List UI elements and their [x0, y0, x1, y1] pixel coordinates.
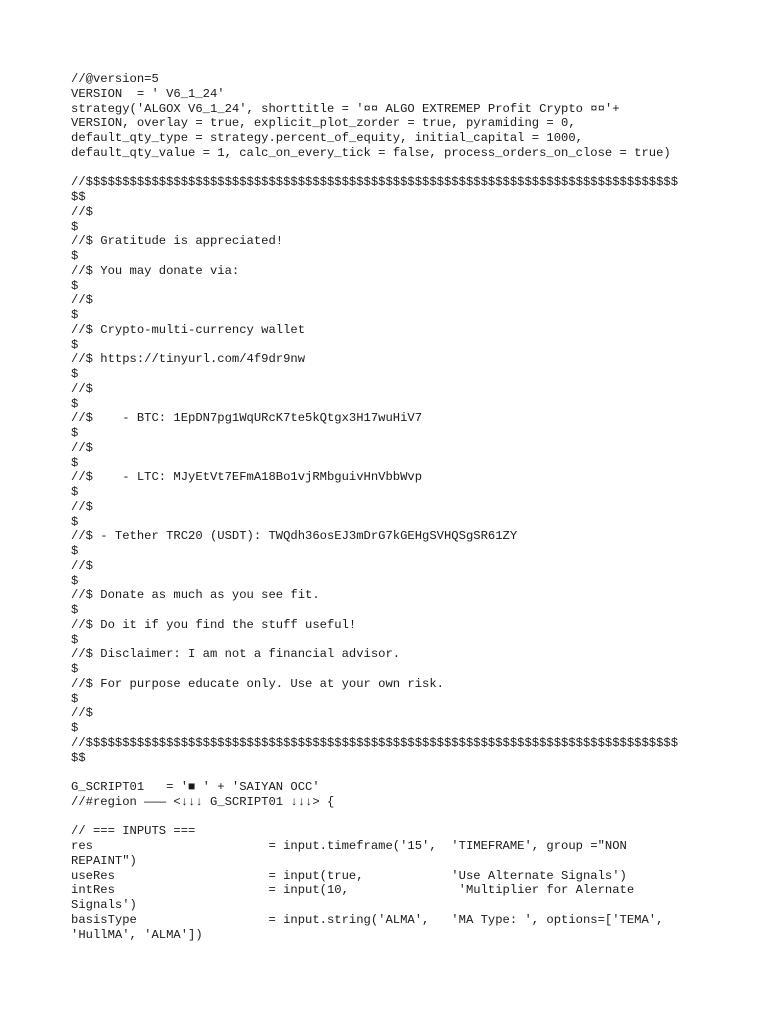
code-line: default_qty_value = 1, calc_on_every_tick = false, process_orders_on_close = true) [71, 145, 671, 160]
code-line: $$ [71, 190, 86, 204]
code-line [71, 810, 701, 825]
code-line: //$ Donate as much as you see fit. [71, 588, 320, 603]
code-line: //#region ——— <↓↓↓ G_SCRIPT01 ↓↓↓> { [71, 794, 335, 809]
code-line: $ [71, 603, 79, 617]
code-line [71, 765, 701, 780]
code-line: default_qty_type = strategy.percent_of_equity, initial_capital = 1000, [71, 131, 583, 145]
code-block [71, 72, 701, 942]
code-line: $$ [71, 750, 86, 765]
code-line: 'HullMA', 'ALMA']) [71, 927, 203, 942]
code-line: basisType = input.string('ALMA', 'MA Type: ', options=['TEMA', [71, 912, 664, 927]
code-line: //$ Crypto-multi-currency wallet [71, 322, 306, 337]
code-line: //$ Disclaimer: I am not a financial advisor. [71, 647, 401, 662]
code-line: //$ You may donate via: [71, 263, 240, 278]
code-line: G_SCRIPT01 = '■ ' + 'SAIYAN OCC' [71, 780, 320, 794]
code-line: VERSION = ' V6_1_24' [71, 86, 225, 101]
code-line: intRes = input(10, 'Multiplier for Alernate [71, 883, 635, 898]
code-line: //$ [71, 293, 93, 308]
code-line: $ [71, 249, 79, 263]
code-line: res = input.timeframe('15', 'TIMEFRAME', group ="NON [71, 839, 627, 853]
code-line: //$ [71, 440, 93, 455]
code-line: $ [71, 721, 79, 735]
code-line: $ [71, 396, 79, 411]
code-line: $ [71, 308, 79, 322]
code-line: $ [71, 367, 79, 381]
code-line: //$$$$$$$$$$$$$$$$$$$$$$$$$$$$$$$$$$$$$$$$$$$$$$$$$$$$$$$$$$$$$$$$$$$$$$$$$$$$$$$$$ [71, 735, 679, 750]
code-line: //$ [71, 558, 93, 573]
code-line: useRes = input(true, 'Use Alternate Signals') [71, 868, 627, 883]
code-line: Signals') [71, 898, 137, 912]
code-line: //$ Do it if you find the stuff useful! [71, 617, 357, 632]
code-line: //$ Gratitude is appreciated! [71, 234, 284, 249]
code-line: $ [71, 337, 79, 352]
code-line: $ [71, 485, 79, 499]
code-line: $ [71, 455, 79, 470]
code-line: $ [71, 278, 79, 293]
code-line: $ [71, 514, 79, 529]
code-line: REPAINT") [71, 853, 137, 868]
code-line: strategy('ALGOX V6_1_24', shorttitle = '¤¤ ALGO EXTREMEP Profit Crypto ¤¤'+ [71, 101, 620, 116]
code-line: $ [71, 573, 79, 588]
code-line: //$ - Tether TRC20 (USDT): TWQdh36osEJ3mDrG7kGEHgSVHQSgSR61ZY [71, 529, 518, 544]
code-line: //$ [71, 381, 93, 396]
code-line: $ [71, 662, 79, 676]
code-line [71, 161, 701, 176]
code-line: //$$$$$$$$$$$$$$$$$$$$$$$$$$$$$$$$$$$$$$$$$$$$$$$$$$$$$$$$$$$$$$$$$$$$$$$$$$$$$$$$$ [71, 175, 679, 190]
code-line: //$ For purpose educate only. Use at your own risk. [71, 676, 444, 691]
code-line: //@version=5 [71, 72, 159, 86]
code-line: $ [71, 544, 79, 558]
code-line: //$ https://tinyurl.com/4f9dr9nw [71, 352, 306, 367]
code-line: //$ [71, 499, 93, 514]
code-line: $ [71, 691, 79, 706]
code-line: //$ - LTC: MJyEtVt7EFmA18Bo1vjRMbguivHnVbbWvp [71, 470, 423, 485]
code-line: VERSION, overlay = true, explicit_plot_zorder = true, pyramiding = 0, [71, 116, 576, 131]
code-line: //$ - BTC: 1EpDN7pg1WqURcK7te5kQtgx3H17wuHiV7 [71, 411, 423, 426]
code-line: //$ [71, 204, 93, 219]
code-line: $ [71, 632, 79, 647]
code-line: $ [71, 219, 79, 234]
code-line: //$ [71, 706, 93, 721]
code-line: $ [71, 426, 79, 440]
code-line: // === INPUTS === [71, 824, 196, 839]
